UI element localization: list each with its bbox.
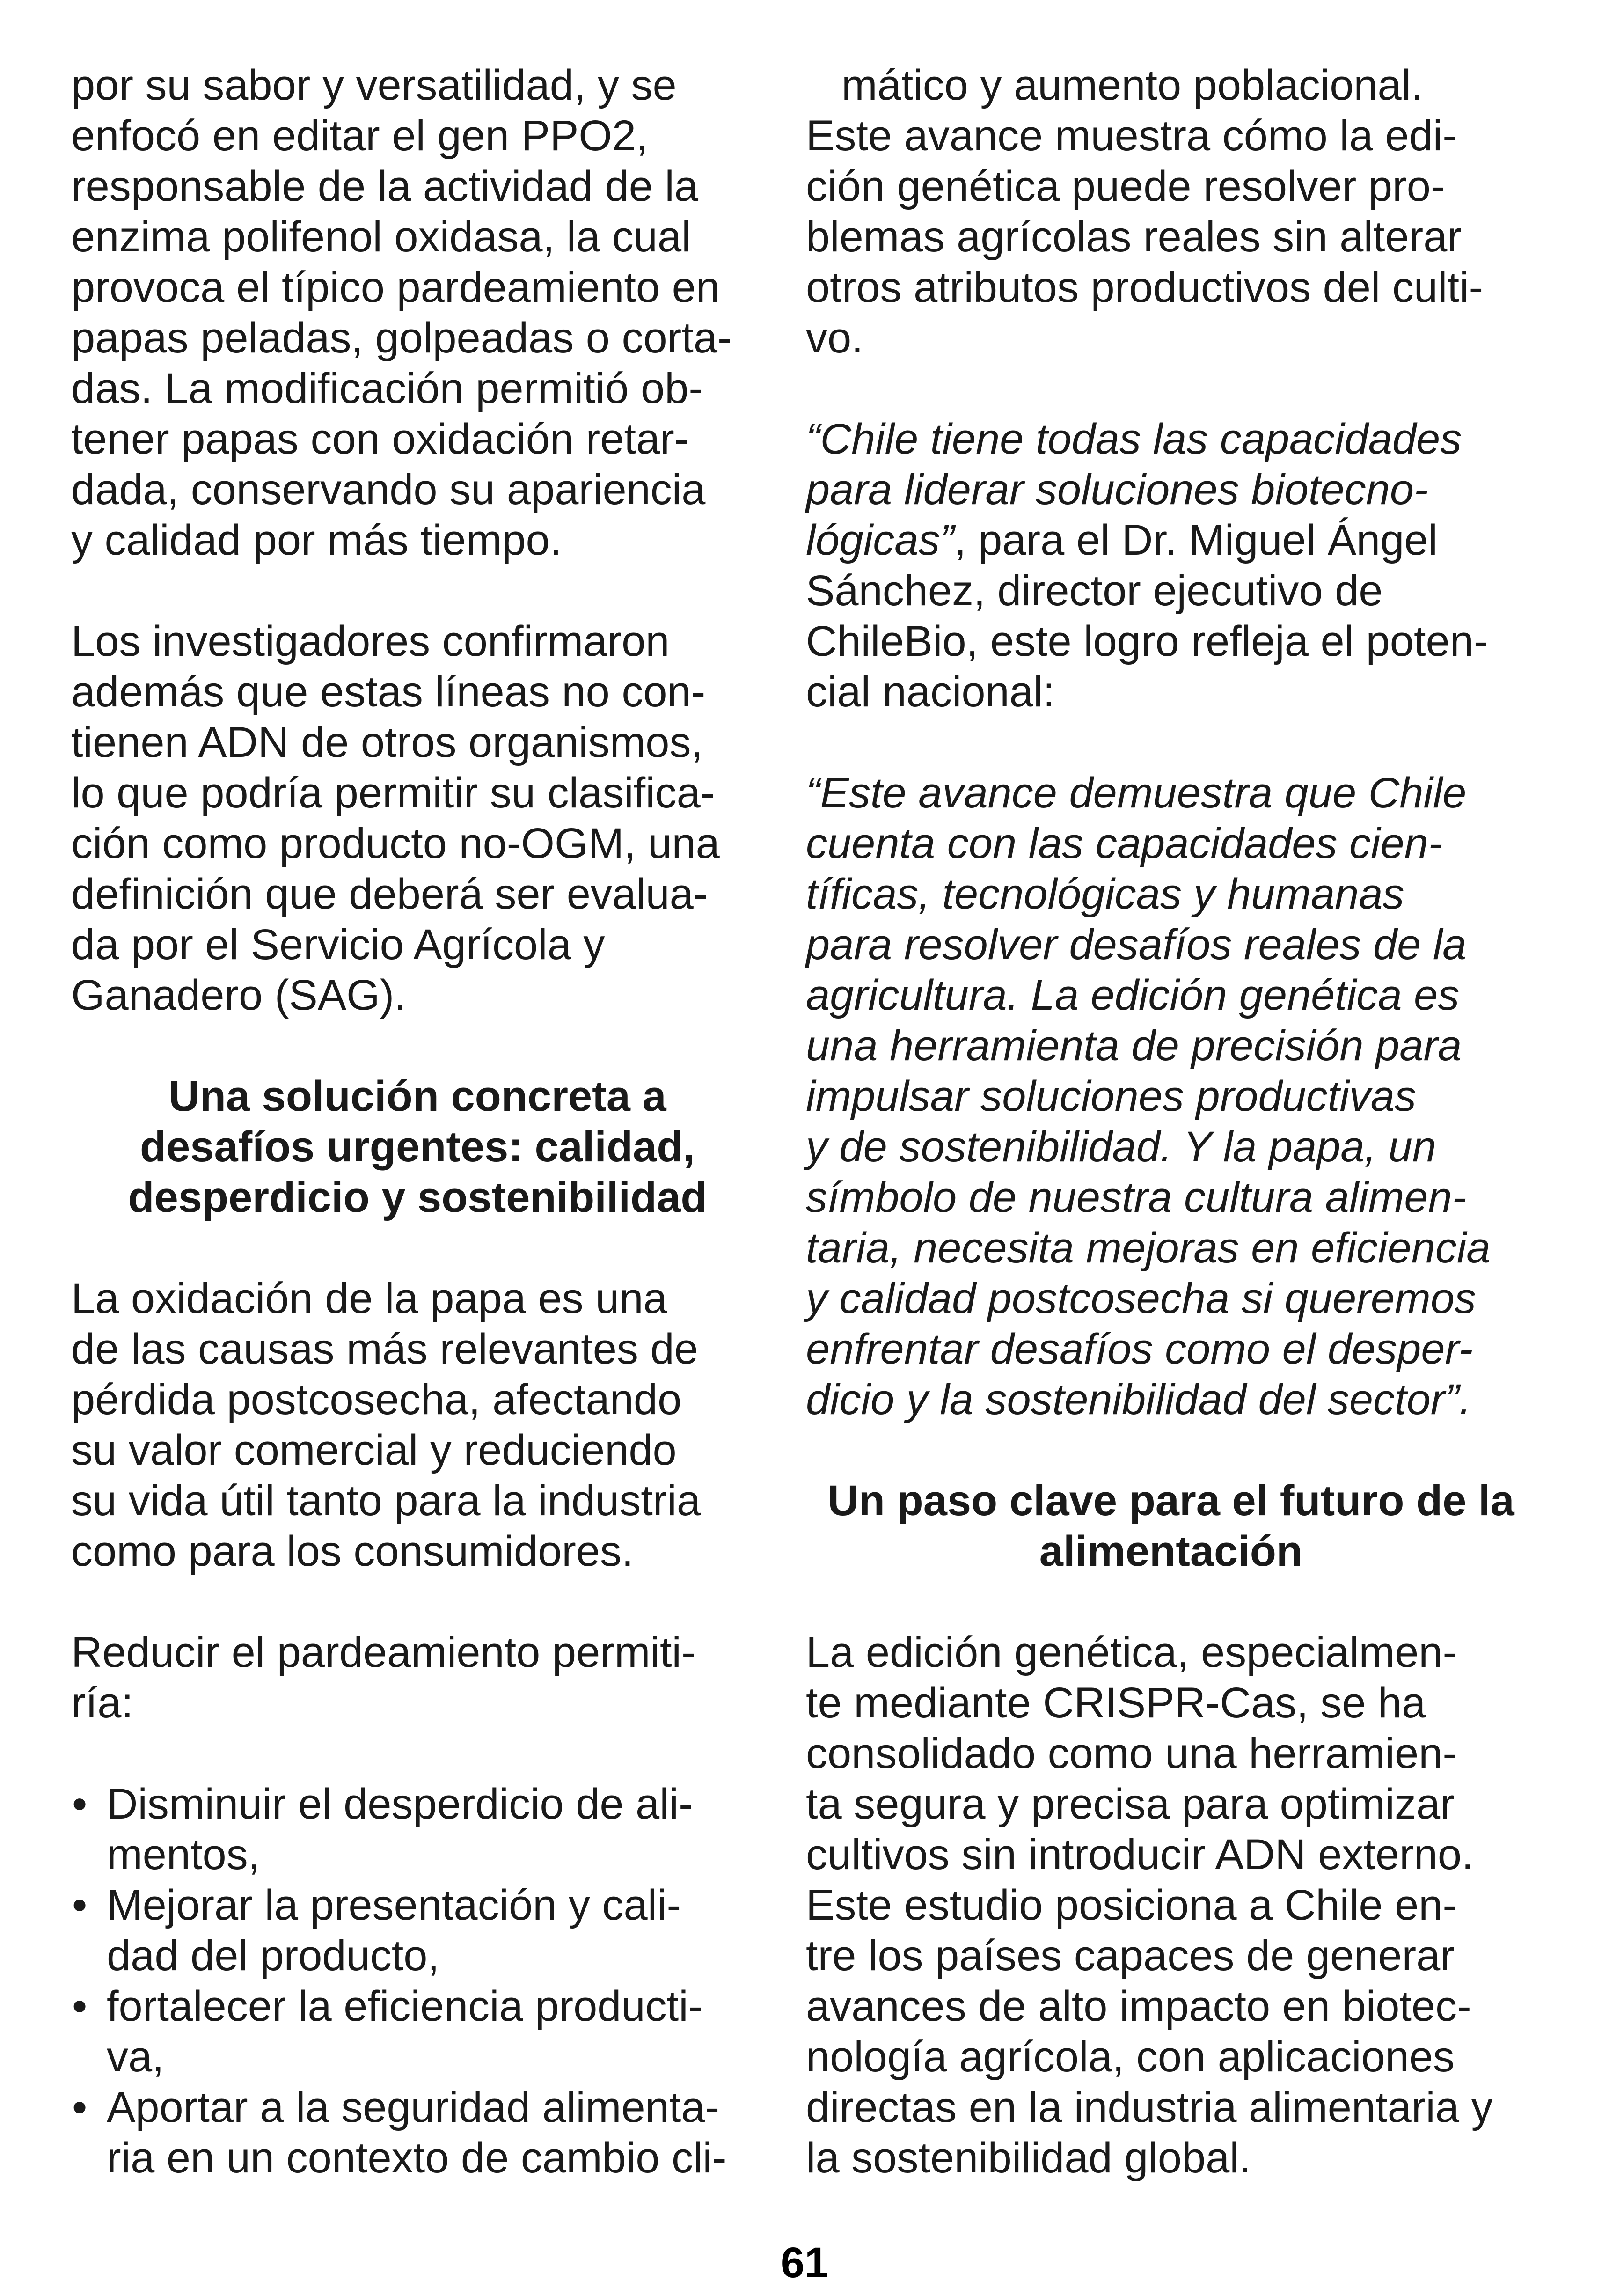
text-line: cultivos sin introducir ADN externo.	[806, 1831, 1474, 1878]
text-line: Mejorar la presentación y cali-	[107, 1881, 681, 1929]
list-item	[71, 2082, 764, 2183]
list-item	[71, 1880, 764, 1981]
text-line: ría:	[71, 1679, 133, 1727]
text-line: papas peladas, golpeadas o corta-	[71, 314, 732, 362]
heading-line: desperdicio y sostenibilidad	[128, 1174, 707, 1221]
right-paragraph-2	[806, 414, 1536, 717]
list-item	[71, 1779, 764, 1880]
text-line: provoca el típico pardeamiento en	[71, 264, 720, 311]
text-line: ción genética puede resolver pro-	[806, 162, 1445, 210]
text-line: ChileBio, este logro refleja el poten-	[806, 617, 1488, 665]
text-line: enzima polifenol oxidasa, la cual	[71, 213, 691, 261]
text-line: Disminuir el desperdicio de ali-	[107, 1780, 693, 1828]
text-line: Este avance muestra cómo la edi-	[806, 112, 1457, 160]
text-line: tener papas con oxidación retar-	[71, 415, 689, 463]
quote-line: dicio y la sostenibilidad del sector”.	[806, 1376, 1471, 1423]
quote-line: y calidad postcosecha si queremos	[806, 1275, 1476, 1322]
text-line: consolidado como una herramien-	[806, 1730, 1457, 1777]
right-column	[806, 60, 1536, 2183]
text-line: lo que podría permitir su clasifica-	[71, 769, 715, 817]
text-line: Sánchez, director ejecutivo de	[806, 567, 1383, 615]
text-line: La edición genética, especialmen-	[806, 1628, 1457, 1676]
text-line: fortalecer la eficiencia producti-	[107, 1982, 703, 2030]
left-paragraph-2	[71, 616, 764, 1020]
quote-line: símbolo de nuestra cultura alimen-	[806, 1174, 1467, 1221]
text-line: cial nacional:	[806, 668, 1055, 716]
text-line: por su sabor y versatilidad, y se	[71, 61, 677, 109]
text-line: de las causas más relevantes de	[71, 1325, 698, 1373]
heading-line: alimentación	[1039, 1527, 1303, 1575]
text-line: su vida útil tanto para la industria	[71, 1477, 701, 1525]
text-line: Reducir el pardeamiento permiti-	[71, 1628, 696, 1676]
quote-line: “Este avance demuestra que Chile	[806, 769, 1467, 817]
list-item	[71, 1981, 764, 2082]
text-line: Aportar a la seguridad alimenta-	[107, 2083, 720, 2131]
heading-line: Una solución concreta a	[168, 1072, 666, 1120]
bullet-icon: •	[72, 2083, 88, 2131]
text-line: responsable de la actividad de la	[71, 162, 699, 210]
text-line: la sostenibilidad global.	[806, 2134, 1251, 2182]
quote-line: “Chile tiene todas las capacidades	[806, 415, 1462, 463]
text-line: mentos,	[107, 1831, 260, 1878]
text-line: ta segura y precisa para optimizar	[806, 1780, 1455, 1828]
left-column	[71, 60, 764, 2183]
quote-line: tíficas, tecnológicas y humanas	[806, 870, 1404, 918]
section-heading-2	[806, 1475, 1536, 1577]
heading-line: Un paso clave para el futuro de la	[827, 1477, 1514, 1525]
text-line: La oxidación de la papa es una	[71, 1275, 667, 1322]
text-line: y calidad por más tiempo.	[71, 516, 562, 564]
text-line: va,	[107, 2033, 164, 2081]
quote-line: para liderar soluciones biotecno-	[806, 466, 1428, 513]
quote-line: cuenta con las capacidades cien-	[806, 820, 1443, 867]
text-line: Este estudio posiciona a Chile en-	[806, 1881, 1457, 1929]
text-line: Ganadero (SAG).	[71, 971, 406, 1019]
text-line: pérdida postcosecha, afectando	[71, 1376, 682, 1423]
quote-line: agricultura. La edición genética es	[806, 971, 1460, 1019]
text-line: además que estas líneas no con-	[71, 668, 706, 716]
text-line: dad del producto,	[107, 1932, 439, 1980]
text-line: das. La modificación permitió ob-	[71, 365, 703, 412]
text-line: Los investigadores confirmaron	[71, 617, 670, 665]
quote-line: una herramienta de precisión para	[806, 1022, 1462, 1070]
quote-line: y de sostenibilidad. Y la papa, un	[806, 1123, 1436, 1171]
quote-end: lógicas”	[806, 516, 955, 564]
left-paragraph-4	[71, 1627, 764, 1728]
text-line: ria en un contexto de cambio cli-	[107, 2134, 727, 2182]
text-line: su valor comercial y reduciendo	[71, 1426, 677, 1474]
bullet-icon: •	[72, 1881, 88, 1929]
text-line: tre los países capaces de generar	[806, 1932, 1455, 1980]
quote-paragraph	[806, 768, 1536, 1425]
heading-line: desafíos urgentes: calidad,	[139, 1123, 695, 1171]
text-line: ción como producto no-OGM, una	[71, 820, 720, 867]
bullet-list	[71, 1779, 764, 2183]
page-number: 61	[780, 2239, 829, 2287]
text-line: tienen ADN de otros organismos,	[71, 719, 703, 766]
text-line: avances de alto impacto en biotec-	[806, 1982, 1471, 2030]
text-line: blemas agrícolas reales sin alterar	[806, 213, 1462, 261]
text-line: nología agrícola, con aplicaciones	[806, 2033, 1455, 2081]
left-paragraph-1	[71, 60, 764, 565]
right-paragraph-1	[806, 60, 1536, 363]
section-heading-1	[71, 1071, 764, 1223]
text-line: directas en la industria alimentaria y	[806, 2083, 1493, 2131]
quote-line: para resolver desafíos reales de la	[806, 921, 1467, 968]
right-paragraph-3	[806, 1627, 1536, 2183]
text-line: vo.	[806, 314, 863, 362]
quote-line: enfrentar desafíos como el desper-	[806, 1325, 1473, 1373]
quote-line: taria, necesita mejoras en eficiencia	[806, 1224, 1491, 1272]
text-line: te mediante CRISPR-Cas, se ha	[806, 1679, 1426, 1727]
text-line: otros atributos productivos del culti-	[806, 264, 1484, 311]
text-line: dada, conservando su apariencia	[71, 466, 706, 513]
text-line	[806, 515, 1536, 565]
text-line: enfocó en editar el gen PPO2,	[71, 112, 648, 160]
text-line: mático y aumento poblacional.	[841, 61, 1423, 109]
bullet-icon: •	[72, 1780, 88, 1828]
text-line: como para los consumidores.	[71, 1527, 634, 1575]
bullet-icon: •	[72, 1982, 88, 2030]
quote-line: impulsar soluciones productivas	[806, 1072, 1416, 1120]
text-line: definición que deberá ser evalua-	[71, 870, 708, 918]
text-line: da por el Servicio Agrícola y	[71, 921, 605, 968]
left-paragraph-3	[71, 1273, 764, 1577]
attribution-text: , para el Dr. Miguel Ángel	[954, 516, 1438, 564]
